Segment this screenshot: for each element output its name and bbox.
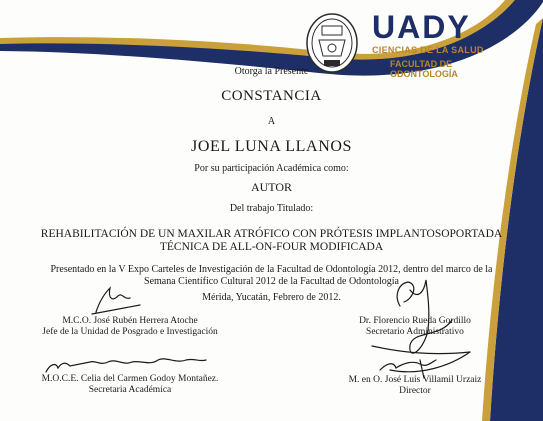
signatory-name: M. en O. José Luis Villamil Urzaiz	[348, 375, 482, 385]
signatory-title: Secretaria Académica	[88, 385, 172, 395]
work-label: Del trabajo Titulado:	[229, 203, 314, 214]
signatory-title: Secretario Administrativo	[366, 327, 464, 337]
to-label: A	[267, 116, 276, 127]
signatory-title: Jefe de la Unidad de Posgrado e Investigación	[42, 327, 218, 337]
intro-text: Otorga la Presente	[234, 66, 309, 77]
place-date: Mérida, Yucatán, Febrero de 2012.	[202, 292, 341, 303]
signatory-name: M.C.O. José Rubén Herrera Atoche	[62, 316, 198, 326]
signatory-director	[300, 375, 530, 397]
faculty-line-2: ODONTOLOGÍA	[390, 69, 458, 79]
faculty-line-1: FACULTAD DE	[390, 59, 453, 69]
university-seal-icon	[305, 12, 359, 74]
role: AUTOR	[250, 180, 293, 194]
work-title-line-2: TÉCNICA DE ALL-ON-FOUR MODIFICADA	[159, 241, 384, 253]
participation-text: Por su participación Académica como:	[194, 163, 349, 174]
signatory-title: Director	[399, 386, 431, 396]
brand-name: UADY	[372, 9, 471, 45]
signatory-administrativo	[300, 316, 530, 338]
presented-line-1: Presentado en la V Expo Carteles de Investigación de la Facultad de Odontología 2012, dentro del marco de la	[50, 264, 493, 275]
signatory-name: M.O.C.E. Celia del Carmen Godoy Montañez.	[41, 374, 219, 384]
signatory-posgrado	[10, 316, 250, 338]
recipient-name: JOEL LUNA LLANOS	[191, 138, 352, 155]
document-type: CONSTANCIA	[221, 88, 322, 104]
brand-subtitle: CIENCIAS DE LA SALUD	[372, 45, 484, 55]
signatory-academica	[10, 374, 250, 396]
signatory-name: Dr. Florencio Rueda Gordillo	[359, 316, 471, 326]
presented-line-2: Semana Científico Cultural 2012 de la Facultad de Odontología	[144, 276, 399, 287]
work-title-line-1: REHABILITACIÓN DE UN MAXILAR ATRÓFICO CON PRÓTESIS IMPLANTOSOPORTADA	[40, 228, 503, 240]
